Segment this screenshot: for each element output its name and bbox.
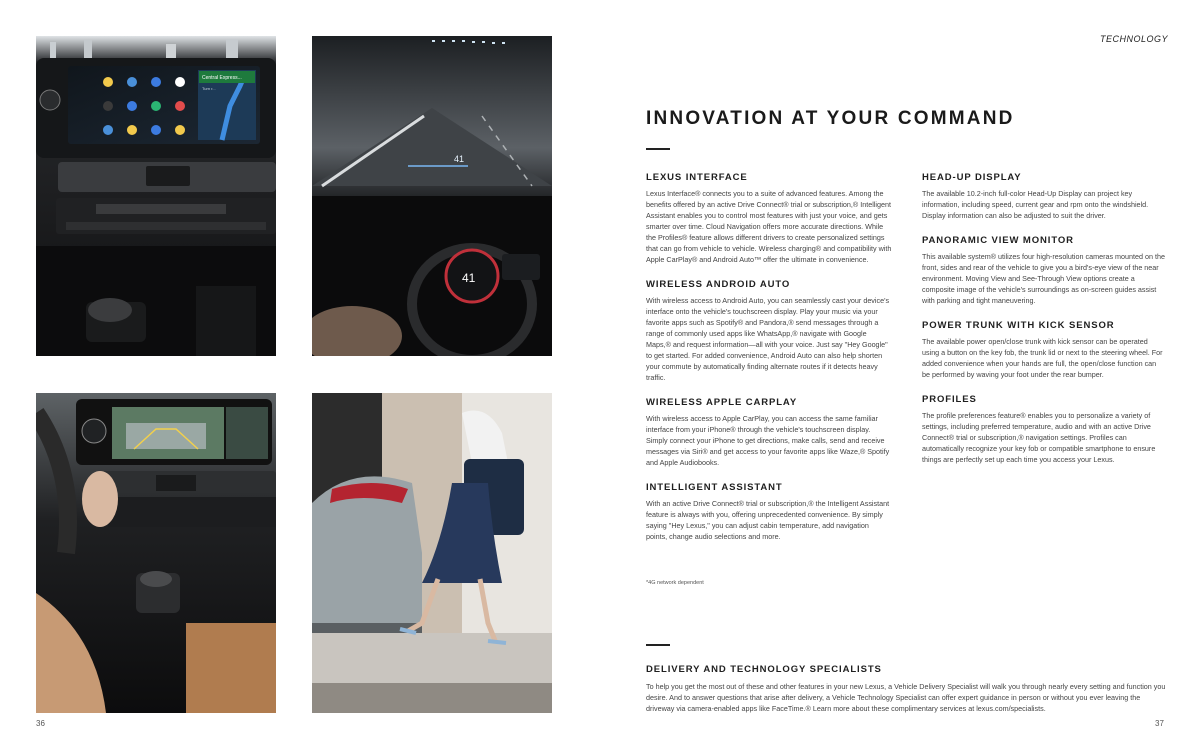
feature-heading: POWER TRUNK WITH KICK SENSOR bbox=[922, 320, 1115, 331]
feature-heading: WIRELESS ANDROID AUTO bbox=[646, 279, 791, 290]
feature-body: This available system® utilizes four high-resolution cameras mounted on the front, sides and rear of the vehicle to give you a bird's-eye view of the near environment. Moving View and See-Through View options create a composite image of the vehicle's surroundings as on-screen guides assist with parking and tight maneuvering. bbox=[922, 252, 1165, 305]
feature-body: Lexus Interface® connects you to a suite of advanced features. Among the benefits offered by an active Drive Connect® trial or subscription,® Intelligent Assistant enables you to control most features with just your voice, and gets smarter over time. Cloud Navigation offers more accurate directions. While the Profiles® feature allows different drivers to create personalized settings that can go from vehicle to vehicle. Wireless charging® and compatibility with Apple CarPlay® and Android Auto™ offer the ultimate in convenience. bbox=[646, 189, 892, 264]
cluster-speed-readout: 41 bbox=[462, 271, 476, 285]
hud-illustration bbox=[312, 36, 552, 356]
nav-status-sub: Turn r... bbox=[202, 86, 216, 91]
feature-heading: PROFILES bbox=[922, 394, 977, 405]
feature-panoramic-view-monitor bbox=[922, 235, 1166, 306]
feature-column-right bbox=[922, 172, 1166, 479]
dashboard-illustration bbox=[36, 36, 276, 356]
feature-power-trunk bbox=[922, 320, 1166, 380]
instrument-cluster bbox=[446, 250, 498, 302]
page-number-right: 37 bbox=[1155, 719, 1164, 728]
feature-column-left bbox=[646, 172, 892, 556]
feature-body: With wireless access to Apple CarPlay, you can access the same familiar interface from your iPhone® through the vehicle's touchscreen display. Simply connect your iPhone to get directions, make calls, send and receive messages via Siri® and get access to your favorite apps like Waze,® Spotify and Apple Audiobooks. bbox=[646, 414, 890, 467]
delivery-body: To help you get the most out of these and other features in your new Lexus, a Vehicle Delivery Specialist will walk you through nearly every setting and function you desire. And to answer questions that arise after delivery, a Vehicle Technology Specialist can offer expert guidance in person or without you ever leaving the driveway via camera-enabled apps like FaceTime.® Learn more about these complimentary services at lexus.com/specialists. bbox=[646, 682, 1166, 713]
feature-head-up-display bbox=[922, 172, 1166, 221]
section-tag: TECHNOLOGY bbox=[1100, 34, 1169, 44]
footnote: *4G network dependent bbox=[646, 580, 704, 586]
feature-lexus-interface bbox=[646, 172, 892, 265]
delivery-heading: DELIVERY AND TECHNOLOGY SPECIALISTS bbox=[646, 664, 882, 675]
nav-status-label: Central Express... bbox=[202, 75, 242, 81]
feature-body: The available 10.2-inch full-color Head-Up Display can project key information, including speed, current gear and rpm onto the windshield. Display information can also be adjusted to suit the driver. bbox=[922, 189, 1149, 220]
feature-heading: INTELLIGENT ASSISTANT bbox=[646, 482, 783, 493]
title-rule bbox=[646, 148, 670, 150]
feature-heading: HEAD-UP DISPLAY bbox=[922, 172, 1022, 183]
feature-wireless-android-auto bbox=[646, 279, 892, 383]
page-number-left: 36 bbox=[36, 719, 45, 728]
delivery-rule bbox=[646, 644, 670, 646]
feature-intelligent-assistant bbox=[646, 482, 892, 542]
feature-body: The profile preferences feature® enables you to personalize a variety of settings, including preferred temperature, audio and with an active Drive Connect® trial or subscription,® navigation settings. Profiles can automatically recognize your key fob or compatible smartphone to ensure things are perfectly set up each time you access your Lexus. bbox=[922, 411, 1156, 464]
panoramic-view-photo bbox=[36, 393, 276, 713]
dashboard-touchscreen-photo bbox=[36, 36, 276, 356]
delivery-section bbox=[646, 664, 1166, 714]
kick-sensor-trunk-photo bbox=[312, 393, 552, 713]
feature-heading: WIRELESS APPLE CARPLAY bbox=[646, 397, 798, 408]
head-up-display-photo bbox=[312, 36, 552, 356]
camera-illustration bbox=[36, 393, 276, 713]
feature-profiles bbox=[922, 394, 1166, 465]
feature-heading: LEXUS INTERFACE bbox=[646, 172, 748, 183]
feature-body: The available power open/close trunk with kick sensor can be operated using a button on the key fob, the trunk lid or next to the steering wheel. For added convenience when your hands are full, the open/close function can be performed by waving your foot under the rear bumper. bbox=[922, 337, 1163, 379]
page-title: INNOVATION AT YOUR COMMAND bbox=[646, 108, 1015, 129]
feature-body: With an active Drive Connect® trial or subscription,® the Intelligent Assistant feature is always with you, offering unprecedented convenience. By simply saying "Hey Lexus," you can adjust cabin temperature, add navigation points, change audio selections and more. bbox=[646, 499, 890, 541]
feature-wireless-apple-carplay bbox=[646, 397, 892, 468]
feature-heading: PANORAMIC VIEW MONITOR bbox=[922, 235, 1074, 246]
feature-body: With wireless access to Android Auto, you can seamlessly cast your device's interface onto the vehicle's touchscreen display. Play your music via your favorite apps such as Spotify® and Pandora,® send messages through a range of commonly used apps like WhatsApp,® navigate with Google Maps,® and request information—all with your voice. Just say "Hey Google" to get started. For added convenience, Android Auto can also help shorten your commute by automatically finding alternate routes if it detects heavy traffic. bbox=[646, 296, 890, 382]
hud-speed-readout: 41 bbox=[454, 154, 465, 164]
trunk-illustration bbox=[312, 393, 552, 713]
